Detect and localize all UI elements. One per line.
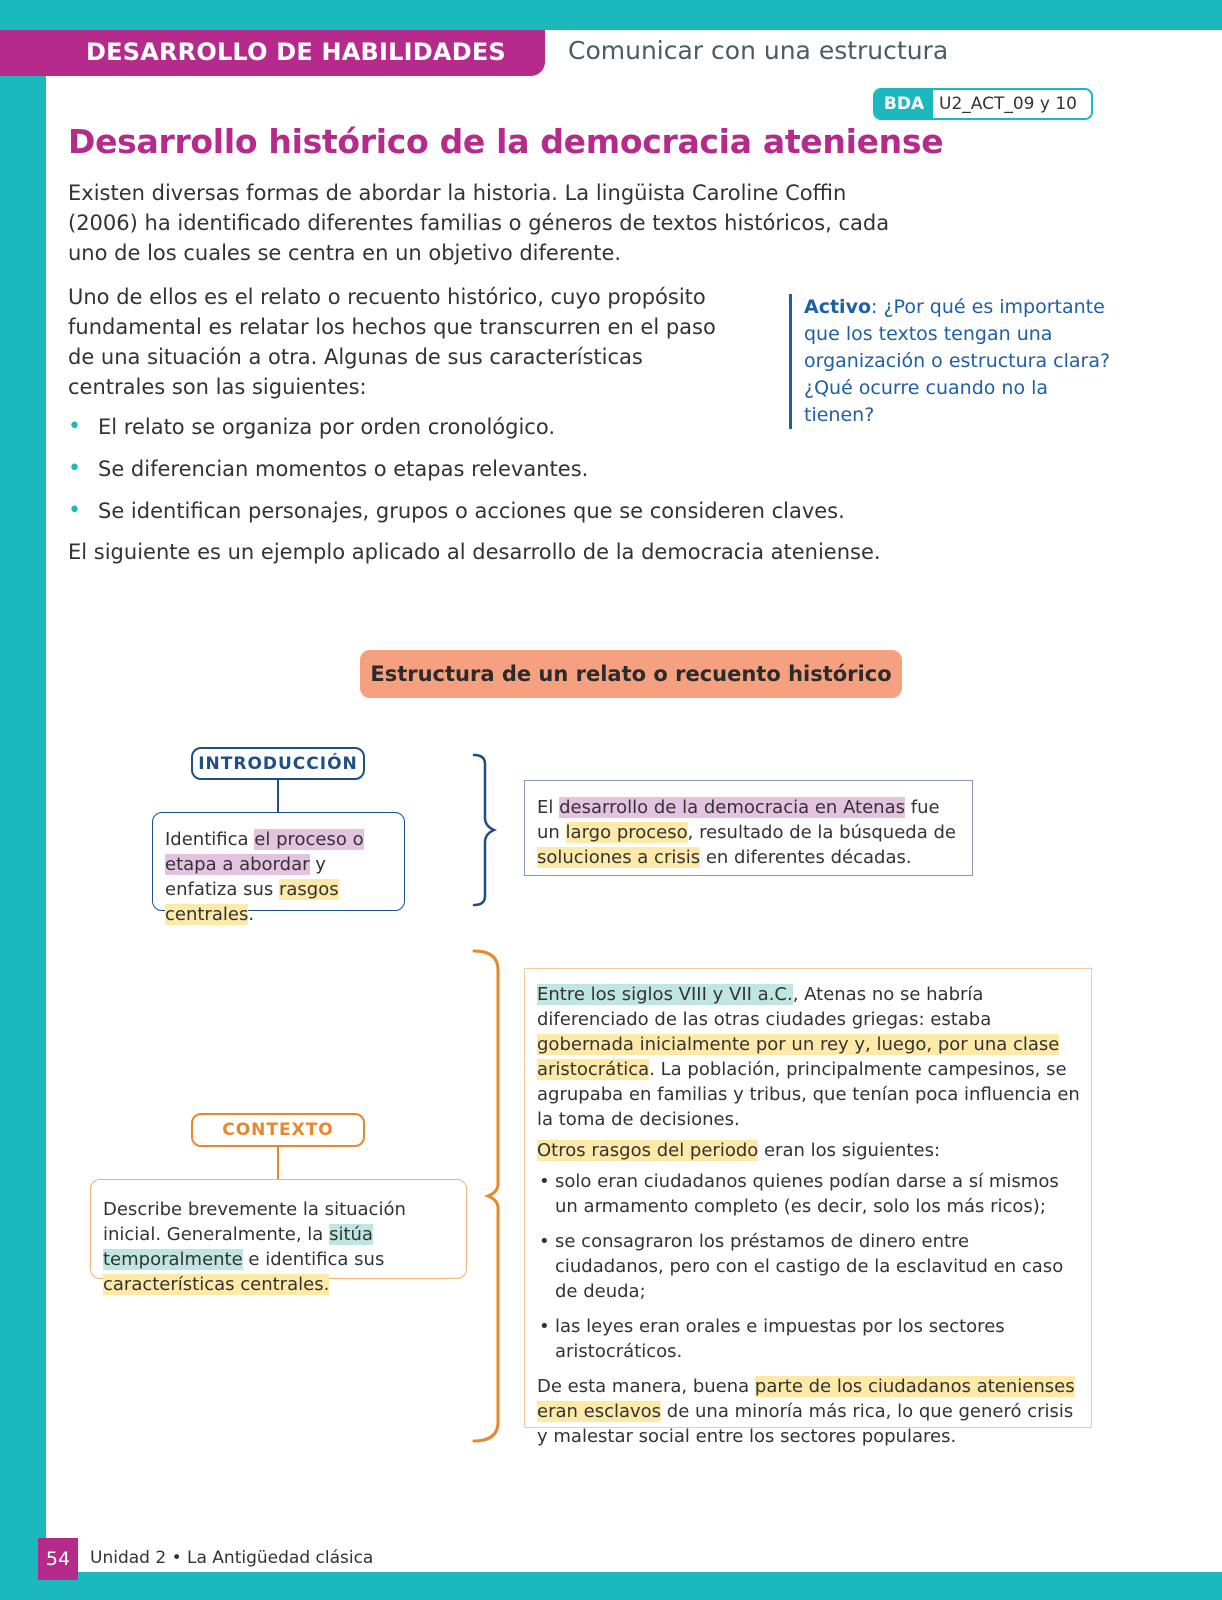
context-description [90, 1179, 467, 1295]
text-span: , resultado de la búsqueda de [687, 822, 956, 843]
text-span: De esta manera, buena [537, 1376, 755, 1397]
text-span: de una minoría más rica, lo que generó crisis y malestar social entre los sectores populares. [537, 1401, 1074, 1447]
highlight-yellow: gobernada inicialmente por un rey y, luego, por una clase aristocrática [537, 1034, 1060, 1080]
active-label: Activo [804, 296, 872, 318]
text-span: en diferentes décadas. [700, 847, 912, 868]
active-question-box [789, 294, 1119, 429]
text-span: e identifica sus [242, 1249, 385, 1270]
context-example [524, 968, 1092, 1447]
context-traits-list [537, 1169, 1081, 1364]
page-title: Desarrollo histórico de la democracia ateniense [68, 122, 944, 161]
highlight-yellow: soluciones a crisis [537, 847, 701, 868]
genre-paragraph: Uno de ellos es el relato o recuento histórico, cuyo propósito fundamental es relatar los hechos que transcurren en el paso de una situación a otra. Algunas de sus características centrales son las siguientes: [68, 285, 716, 399]
introduction-description [152, 812, 405, 925]
context-example-paragraph [537, 1138, 1081, 1163]
footer-unit-label: Unidad 2 • La Antigüedad clásica [90, 1548, 374, 1568]
highlight-teal: Entre los siglos VIII y VII a.C. [537, 984, 793, 1005]
bda-label: BDA [875, 90, 933, 118]
characteristics-list [68, 412, 845, 538]
text-span: El [537, 797, 560, 818]
highlight-purple: el proceso o etapa a abordar [165, 829, 364, 875]
context-brace [470, 948, 504, 1444]
bottom-band [0, 1572, 1222, 1600]
bda-badge[interactable] [873, 88, 1093, 120]
structure-title: Estructura de un relato o recuento histórico [360, 650, 902, 698]
highlight-teal: sitúa temporalmente [103, 1224, 373, 1270]
context-label: CONTEXTO [191, 1113, 365, 1147]
text-span: Identifica [165, 829, 255, 850]
section-label: DESARROLLO DE HABILIDADES [86, 38, 506, 66]
highlight-yellow: largo proceso [565, 822, 688, 843]
intro-paragraph: Existen diversas formas de abordar la historia. La lingüista Caroline Coffin (2006) ha identificado diferentes familias o géneros de textos históricos, cada uno de los cuales se centra en un objetivo diferente. [68, 181, 890, 265]
context-example-paragraph [537, 1374, 1081, 1449]
text-span: . La población, principalmente campesinos, se agrupaba en familias y tribus, que tenían poca influencia en la toma de decisiones. [537, 1059, 1080, 1130]
list-item: • Se identifican personajes, grupos o acciones que se consideren claves. [68, 496, 845, 526]
text-span: Describe brevemente la situación inicial. Generalmente, la [103, 1199, 406, 1245]
bda-code: U2_ACT_09 y 10 [939, 94, 1077, 114]
introduction-brace [470, 752, 500, 908]
section-subtitle: Comunicar con una estructura [568, 36, 949, 65]
introduction-example [524, 780, 973, 876]
section-tab [0, 30, 545, 76]
text-span: fue un [537, 797, 940, 843]
text-span: . [248, 904, 255, 925]
list-item: • se consagraron los préstamos de dinero entre ciudadanos, pero con el castigo de la esclavitud en caso de deuda; [537, 1229, 1081, 1304]
left-band [0, 0, 46, 1600]
page-number: 54 [38, 1538, 78, 1580]
introduction-connector [277, 780, 279, 812]
highlight-purple: desarrollo de la democracia en Atenas [559, 797, 906, 818]
list-item: • las leyes eran orales e impuestas por los sectores aristocráticos. [537, 1314, 1081, 1364]
highlight-yellow: Otros rasgos del periodo [537, 1140, 759, 1161]
list-item: • Se diferencian momentos o etapas relevantes. [68, 454, 845, 484]
example-paragraph: El siguiente es un ejemplo aplicado al desarrollo de la democracia ateniense. [68, 540, 881, 564]
highlight-yellow: características centrales. [103, 1274, 330, 1295]
highlight-yellow: rasgos centrales [165, 879, 339, 925]
text-span: , Atenas no se habría diferenciado de las otras ciudades griegas: estaba [537, 984, 992, 1030]
text-span: y enfatiza sus [165, 854, 326, 900]
active-text: : ¿Por qué es importante que los textos tengan una organización o estructura clara? ¿Qué ocurre cuando no la tienen? [804, 296, 1111, 426]
top-band [0, 0, 1222, 30]
list-item: • El relato se organiza por orden cronológico. [68, 412, 845, 442]
context-connector [277, 1147, 279, 1179]
text-span: eran los siguientes: [758, 1140, 941, 1161]
highlight-yellow: parte de los ciudadanos atenienses eran esclavos [537, 1376, 1075, 1422]
context-example-paragraph [537, 982, 1081, 1132]
list-item: • solo eran ciudadanos quienes podían darse a sí mismos un armamento completo (es decir, solo los más ricos); [537, 1169, 1081, 1219]
introduction-label: INTRODUCCIÓN [191, 747, 365, 780]
